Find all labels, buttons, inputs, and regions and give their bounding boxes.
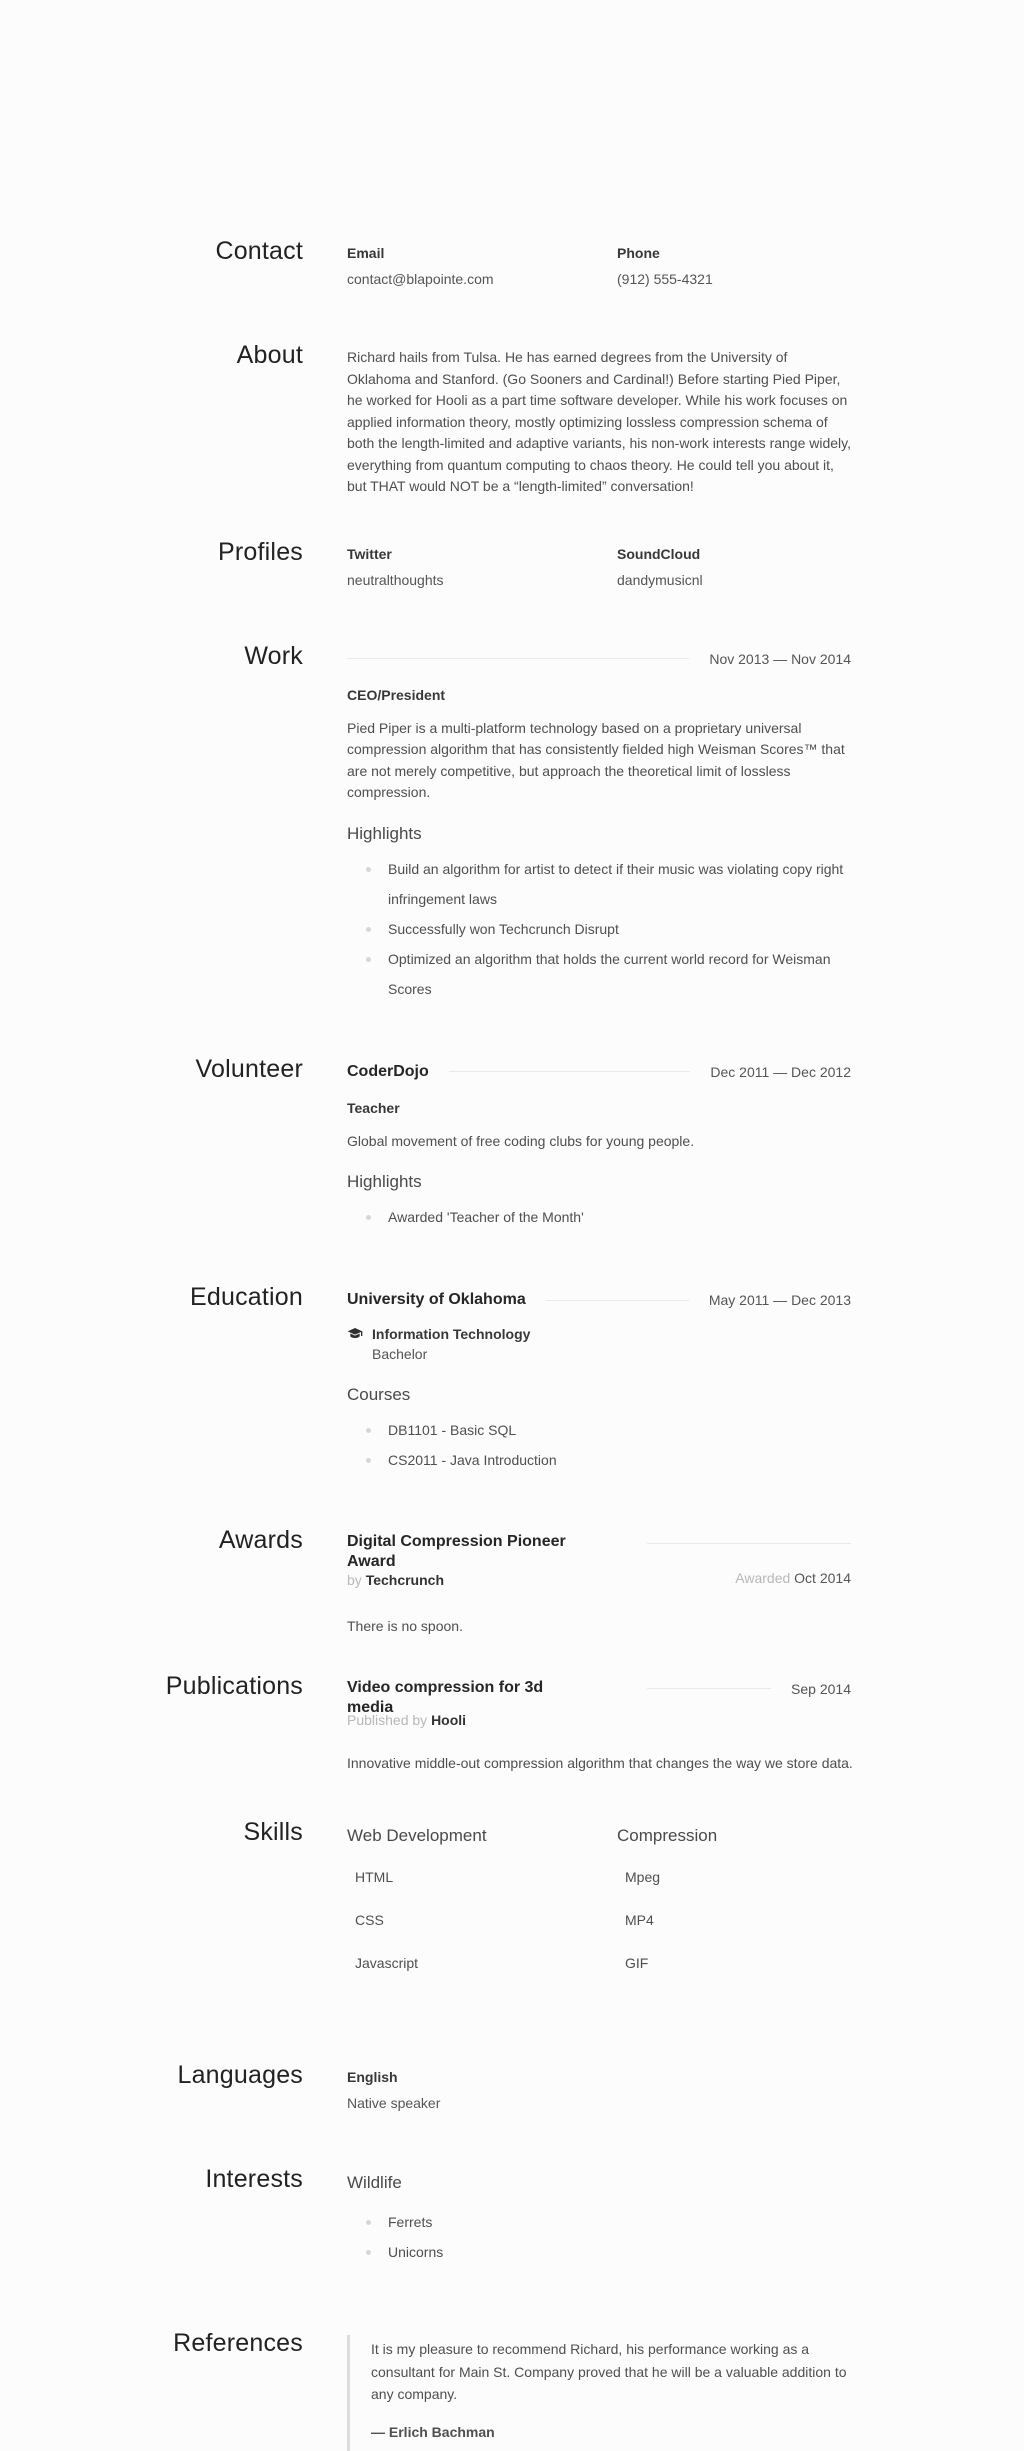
section-title-contact: Contact xyxy=(215,237,303,265)
list-item: Mpeg xyxy=(625,1869,661,1885)
education-courses-list xyxy=(347,1415,851,1475)
publication-name-box xyxy=(347,1678,627,1716)
section-title-skills: Skills xyxy=(243,1818,303,1846)
skill-keywords-list xyxy=(347,1866,597,1974)
section-references xyxy=(47,2329,1024,2451)
publication-publisher-prefix: Published by xyxy=(347,1711,432,1728)
section-title-references: References xyxy=(173,2329,303,2357)
section-about xyxy=(47,341,1024,498)
skill-keywords-list xyxy=(617,1866,867,1974)
section-volunteer xyxy=(47,1054,1024,1233)
graduation-cap-icon xyxy=(347,1326,363,1342)
section-title-publications: Publications xyxy=(165,1671,303,1700)
section-title-work: Work xyxy=(244,641,303,670)
volunteer-date-range: Dec 2011 — Dec 2012 xyxy=(710,1063,851,1080)
list-item: Javascript xyxy=(355,1955,419,1971)
list-item: HTML xyxy=(355,1869,394,1885)
award-byline xyxy=(347,1570,851,1590)
section-interests xyxy=(47,2165,1024,2267)
section-title-volunteer: Volunteer xyxy=(195,1054,303,1083)
divider-line xyxy=(546,1300,689,1301)
skill-group-name: Compression xyxy=(617,1826,718,1845)
twitter-label: Twitter xyxy=(347,545,392,562)
phone-value: (912) 555-4321 xyxy=(617,271,713,287)
reference-attribution: — Erlich Bachman xyxy=(371,2423,495,2440)
publication-name: Video compression for 3d media xyxy=(347,1678,544,1716)
work-summary: Pied Piper is a multi-platform technology based on a proprietary universal compression algorithm that has consistently fielded high Weisman Scores™ that are not merely competitive, but approach the theoretical limit of lossless compression. xyxy=(347,719,845,800)
divider-line xyxy=(347,658,689,659)
section-title-about: About xyxy=(236,341,303,369)
work-highlights-list xyxy=(347,854,851,1004)
work-highlights-heading: Highlights xyxy=(347,823,422,843)
language-fluency: Native speaker xyxy=(347,2095,441,2111)
section-awards xyxy=(47,1526,1024,1638)
award-entry xyxy=(347,1532,851,1638)
section-skills xyxy=(47,1818,1024,1995)
reference-quote-text: It is my pleasure to recommend Richard, his performance working as a consultant for Main St. Company proved that he will be a valuable addition to any company. xyxy=(371,2341,847,2402)
work-date-range: Nov 2013 — Nov 2014 xyxy=(709,650,851,667)
list-item: Successfully won Techcrunch Disrupt xyxy=(366,914,851,944)
list-item: CS2011 - Java Introduction xyxy=(366,1445,851,1475)
award-awarder: Techcrunch xyxy=(365,1572,444,1588)
list-item: Optimized an algorithm that holds the current world record for Weisman Scores xyxy=(366,944,851,1004)
list-item: GIF xyxy=(625,1955,649,1971)
section-contact xyxy=(47,237,1024,290)
section-publications xyxy=(47,1671,1024,1775)
list-item: Build an algorithm for artist to detect if their music was violating copy right infringement laws xyxy=(366,854,851,914)
language-name: English xyxy=(347,2069,398,2085)
contact-fields xyxy=(347,243,851,290)
interest-keywords-list xyxy=(347,2207,851,2267)
soundcloud-label: SoundCloud xyxy=(617,545,701,562)
education-date-range: May 2011 — Dec 2013 xyxy=(708,1292,851,1308)
education-degree-type: Bachelor xyxy=(372,1346,428,1362)
education-institution: University of Oklahoma xyxy=(347,1291,526,1308)
list-item: MP4 xyxy=(625,1912,654,1928)
award-name-box xyxy=(347,1532,627,1570)
skill-group-compression xyxy=(617,1824,867,1995)
twitter-username: neutralthoughts xyxy=(347,571,444,588)
skill-group-name: Web Development xyxy=(347,1826,487,1845)
section-title-education: Education xyxy=(190,1283,303,1311)
work-position: CEO/President xyxy=(347,686,446,703)
language-entry xyxy=(347,2067,851,2114)
contact-email-field xyxy=(347,243,597,290)
education-degree-block xyxy=(347,1324,851,1365)
section-work xyxy=(47,641,1024,1004)
publication-summary: Innovative middle-out compression algorithm that changes the way we store data. xyxy=(347,1754,853,1771)
publication-date: Sep 2014 xyxy=(791,1680,851,1697)
soundcloud-username: dandymusicnl xyxy=(617,571,703,588)
profile-soundcloud xyxy=(617,544,867,591)
work-entry xyxy=(347,648,851,1004)
section-title-languages: Languages xyxy=(177,2061,303,2089)
award-summary: There is no spoon. xyxy=(347,1618,463,1634)
section-languages xyxy=(47,2061,1024,2114)
reference-quote-block xyxy=(347,2335,851,2451)
email-label: Email xyxy=(347,245,385,261)
section-title-interests: Interests xyxy=(205,2165,303,2193)
volunteer-entry xyxy=(347,1061,851,1233)
volunteer-entry-header xyxy=(347,1061,851,1083)
divider-line xyxy=(449,1071,691,1072)
volunteer-position: Teacher xyxy=(347,1099,400,1116)
education-courses-heading: Courses xyxy=(347,1385,411,1404)
about-text: Richard hails from Tulsa. He has earned degrees from the University of Oklahoma and Stanford. (Go Sooners and Cardinal!) Before starting Pied Piper, he worked for Hooli as a part time software developer. While his work focuses on applied information theory, mostly optimizing lossless compression schema of both the length-limited and adaptive variants, his non-work interests range widely, everything from quantum computing to chaos theory. He could tell you about it, but THAT would NOT be a “length-limited” conversation! xyxy=(347,349,852,494)
education-area: Information Technology xyxy=(372,1326,531,1342)
publication-entry-header xyxy=(347,1678,851,1716)
volunteer-organization: CoderDojo xyxy=(347,1062,429,1080)
skills-groups xyxy=(347,1824,851,1995)
education-entry xyxy=(347,1289,851,1475)
publication-entry xyxy=(347,1678,851,1775)
list-item: CSS xyxy=(355,1912,384,1928)
phone-label: Phone xyxy=(617,245,660,261)
section-title-awards: Awards xyxy=(218,1526,303,1554)
work-entry-header xyxy=(347,648,851,670)
interest-entry xyxy=(347,2171,851,2267)
volunteer-summary: Global movement of free coding clubs for young people. xyxy=(347,1132,695,1149)
list-item: Awarded 'Teacher of the Month' xyxy=(366,1202,851,1232)
divider-line xyxy=(647,1543,851,1544)
award-awarder-prefix: by xyxy=(347,1572,366,1588)
section-education xyxy=(47,1283,1024,1475)
award-name: Digital Compression Pioneer Award xyxy=(347,1533,566,1570)
volunteer-highlights-list xyxy=(347,1202,851,1232)
publication-publisher: Hooli xyxy=(431,1711,467,1728)
profile-twitter xyxy=(347,544,597,591)
list-item: DB1101 - Basic SQL xyxy=(366,1415,851,1445)
education-entry-header xyxy=(347,1289,851,1311)
profiles-fields xyxy=(347,544,851,591)
award-date: Oct 2014 xyxy=(794,1570,851,1586)
award-entry-header xyxy=(347,1532,851,1570)
list-item: Ferrets xyxy=(366,2207,851,2237)
interest-name: Wildlife xyxy=(347,2173,402,2192)
email-value: contact@blapointe.com xyxy=(347,271,494,287)
list-item: Unicorns xyxy=(366,2237,851,2267)
contact-phone-field xyxy=(617,243,867,290)
skill-group-web-development xyxy=(347,1824,597,1995)
award-date-prefix: Awarded xyxy=(735,1570,795,1586)
section-title-profiles: Profiles xyxy=(218,537,303,566)
volunteer-highlights-heading: Highlights xyxy=(347,1172,422,1191)
section-profiles xyxy=(47,537,1024,591)
divider-line xyxy=(647,1688,771,1689)
